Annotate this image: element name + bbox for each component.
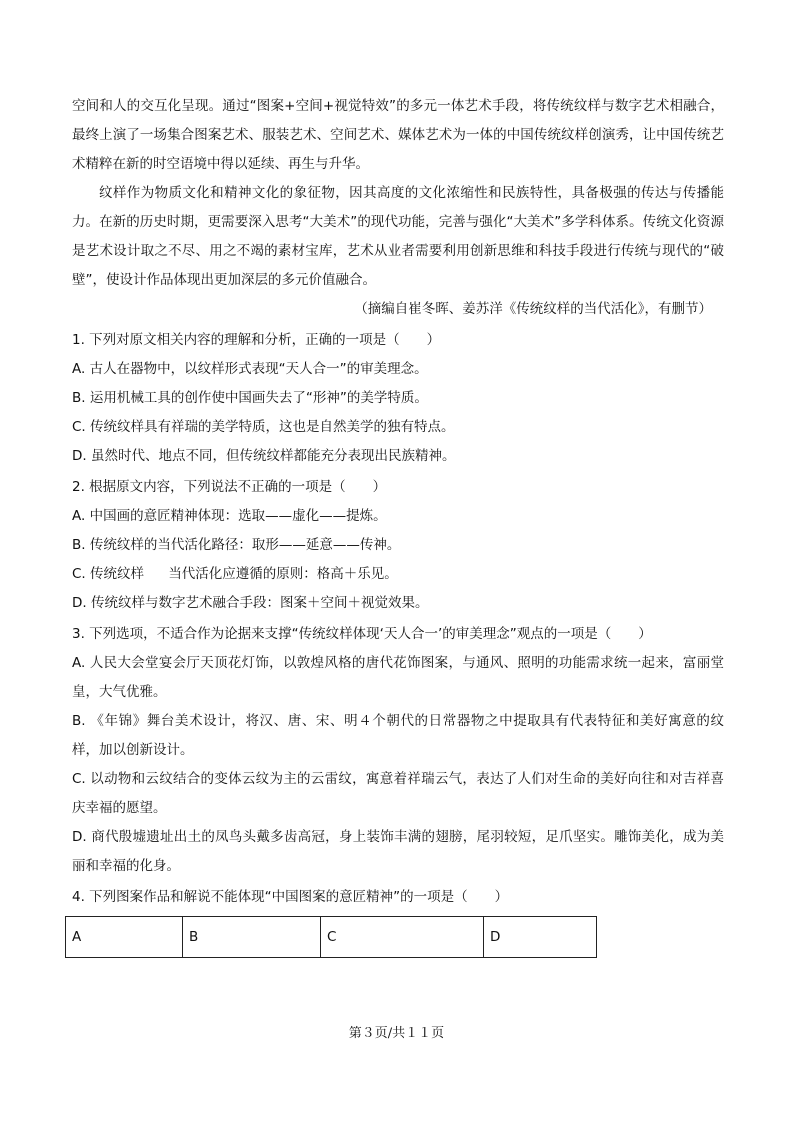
- question-3-stem: 3. 下列选项，不适合作为论据来支撑“传统纹样体现‘天人合一’的审美理念”观点的一项是（ ）: [72, 626, 652, 642]
- question-4: [72, 883, 724, 958]
- passage-paragraph-2: 纹样作为物质文化和精神文化的象征物，因其高度的文化浓缩性和民族特性，具备极强的传达与传播能力。在新的历史时期，更需要深入思考“大美术”的现代功能，完善与强化“大美术”多学科体系。传统文化资源是艺术设计取之不尽、用之不竭的素材宝库，艺术从业者需要利用创新思维和科技手段进行传统与现代的“破壁”，使设计作品体现出更加深层的多元价值融合。: [72, 185, 724, 288]
- question-2-stem: 2. 根据原文内容，下列说法不正确的一项是（ ）: [72, 479, 387, 495]
- question-3-option-c[interactable]: C. 以动物和云纹结合的变体云纹为主的云雷纹，寓意着祥瑞云气，表达了人们对生命的美好向往和对吉祥喜庆幸福的愿望。: [72, 771, 724, 816]
- passage-source: （摘编自崔冬晖、姜苏洋《传统纹样的当代活化》，有删节）: [354, 301, 712, 317]
- question-3: [72, 620, 724, 881]
- question-1-stem: 1. 下列对原文相关内容的理解和分析，正确的一项是（ ）: [72, 332, 441, 348]
- choice-cell-b[interactable]: B: [183, 917, 321, 958]
- question-1-option-c[interactable]: C. 传统纹样具有祥瑞的美学特质，这也是自然美学的独有特点。: [72, 419, 455, 435]
- question-2-option-b[interactable]: B. 传统纹样的当代活化路径：取形——延意——传神。: [72, 537, 401, 553]
- question-3-option-d[interactable]: D. 商代殷墟遗址出土的凤鸟头戴多齿高冠，身上装饰丰满的翅膀，尾羽较短，足爪坚实。雕饰美化，成为美丽和幸福的化身。: [72, 829, 724, 874]
- question-2-option-a[interactable]: A. 中国画的意匠精神体现：选取——虚化——提炼。: [72, 508, 387, 524]
- question-2-option-c-start: C. 传统纹样: [72, 566, 145, 582]
- question-2-option-c[interactable]: [72, 560, 724, 589]
- question-1-option-d[interactable]: D. 虽然时代、地点不同，但传统纹样都能充分表现出民族精神。: [72, 448, 456, 464]
- question-3-option-b[interactable]: B. 《年锦》舞台美术设计，将汉、唐、宋、明４个朝代的日常器物之中提取具有代表特征和美好寓意的纹样，加以创新设计。: [72, 713, 724, 758]
- answer-choices-table: [65, 916, 597, 958]
- question-4-stem: 4. 下列图案作品和解说不能体现“中国图案的意匠精神”的一项是（ ）: [72, 889, 509, 905]
- question-3-option-a[interactable]: A. 人民大会堂宴会厅天顶花灯饰，以敦煌风格的唐代花饰图案，与通风、照明的功能需求统一起来，富丽堂皇，大气优雅。: [72, 655, 724, 700]
- question-1-option-b[interactable]: B. 运用机械工具的创作使中国画失去了“形神”的美学特质。: [72, 390, 428, 406]
- page-content: [72, 92, 724, 958]
- choice-cell-a[interactable]: A: [66, 917, 183, 958]
- page-footer: 第３页/共１１页: [348, 1026, 445, 1041]
- table-row: [66, 917, 597, 958]
- question-1: [72, 326, 724, 471]
- question-2: [72, 473, 724, 618]
- passage-paragraph-1: 空间和人的交互化呈现。通过“图案+空间+视觉特效”的多元一体艺术手段，将传统纹样与数字艺术相融合，最终上演了一场集合图案艺术、服装艺术、空间艺术、媒体艺术为一体的中国传统纹样创演秀，让中国传统艺术精粹在新的时空语境中得以延续、再生与升华。: [72, 98, 724, 172]
- question-1-option-a[interactable]: A. 古人在器物中，以纹样形式表现“天人合一”的审美理念。: [72, 361, 428, 377]
- question-2-option-d[interactable]: D. 传统纹样与数字艺术融合手段：图案＋空间＋视觉效果。: [72, 595, 429, 611]
- choice-cell-d[interactable]: D: [484, 917, 597, 958]
- question-2-option-c-rest: 当代活化应遵循的原则：格高＋乐见。: [168, 566, 398, 582]
- choice-cell-c[interactable]: C: [321, 917, 484, 958]
